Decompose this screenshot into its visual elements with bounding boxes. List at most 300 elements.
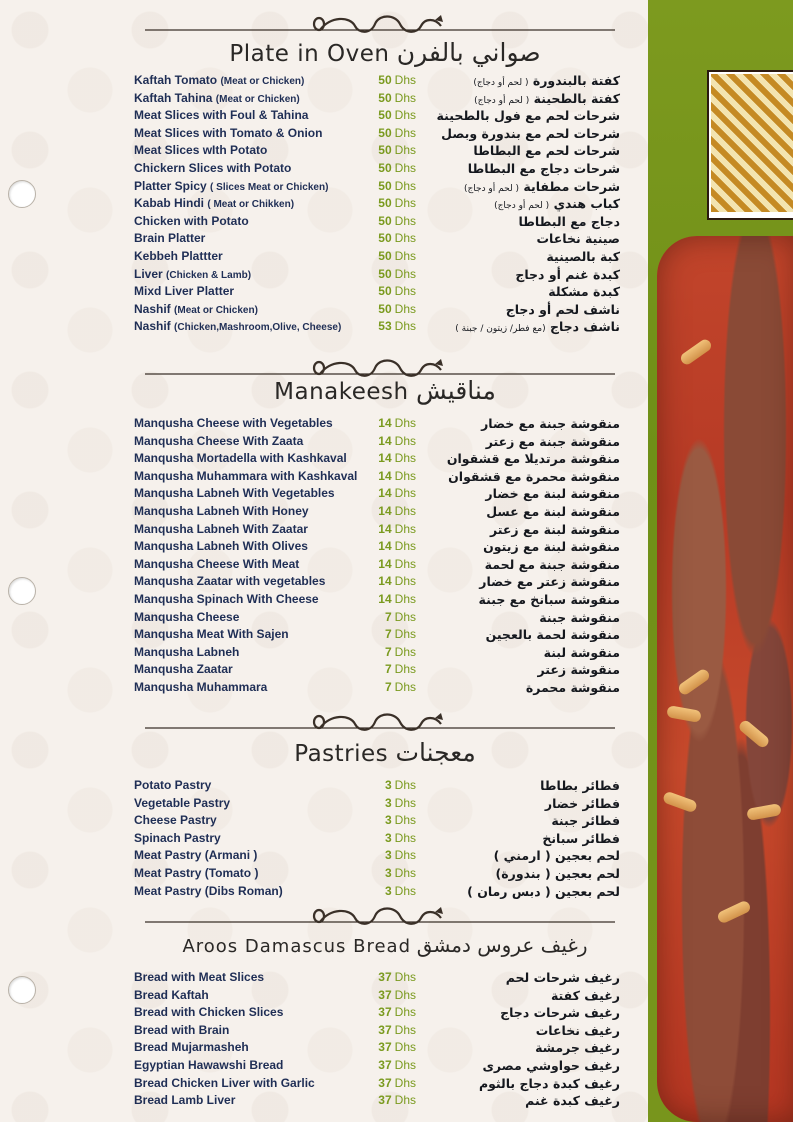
item-name-ar <box>539 609 620 627</box>
item-price <box>372 969 416 987</box>
item-price-unit: Dhs <box>394 627 416 642</box>
item-name-ar-text: ناشف دجاج <box>549 319 620 335</box>
item-name-text: Spinach Pastry <box>134 830 221 845</box>
item-price-value: 50 <box>378 73 392 87</box>
item-name-ar-text: منقوشة لبنة مع عسل <box>486 503 620 519</box>
item-name-text: Bread Lamb Liver <box>134 1093 236 1108</box>
item-price <box>372 1057 416 1075</box>
item-name-ar-text: منقوشة مرتديلا مع قشقوان <box>446 451 620 467</box>
item-note-ar: ( لحم أو دجاج) <box>473 78 529 88</box>
item-price-unit: Dhs <box>394 662 416 677</box>
item-price-value: 50 <box>378 196 392 211</box>
item-price-value: 14 <box>378 416 392 430</box>
item-name-en <box>134 679 267 697</box>
item-price <box>372 1039 416 1057</box>
item-name-ar-text: شرحات لحم مع فول بالطحينة <box>436 108 620 124</box>
item-price-unit: Dhs <box>394 178 416 193</box>
item-name-text: Brain Platter <box>134 231 206 246</box>
item-name-en <box>134 485 335 503</box>
section-title-ar: رغيف عروس دمشق <box>416 933 588 957</box>
item-name-text: Manqusha Cheese With Meat <box>134 556 300 571</box>
item-name-text: Kaftah Tomato <box>134 73 218 87</box>
item-price-value: 37 <box>378 1005 392 1020</box>
item-price-unit: Dhs <box>394 556 416 571</box>
item-name-ar <box>535 1039 620 1057</box>
menu-item-row <box>134 969 624 987</box>
item-name-en <box>134 195 294 214</box>
item-name-text: Manqusha Labneh With Zaatar <box>134 521 308 536</box>
item-name-en <box>134 230 205 248</box>
item-price <box>372 468 416 486</box>
section-title-aroos-damascus-bread <box>140 933 630 957</box>
item-name-ar-text: رغيف شرحات لحم <box>505 970 620 985</box>
item-name-en <box>134 573 325 591</box>
item-name-text: Meat Slices with Foul & Tahina <box>134 108 309 123</box>
item-name-en <box>134 609 239 627</box>
item-name-ar <box>479 591 620 609</box>
item-price-unit: Dhs <box>394 679 416 694</box>
item-price-unit: Dhs <box>394 90 416 105</box>
item-price-value: 50 <box>378 284 392 299</box>
item-price-unit: Dhs <box>394 1075 416 1090</box>
pine-nut <box>716 899 752 924</box>
item-name-text: Platter Spicy <box>134 178 207 193</box>
section-title-plate-in-oven <box>140 38 630 67</box>
item-name-en <box>134 987 209 1005</box>
item-name-ar-text: فطائر جبنة <box>551 813 620 829</box>
item-price <box>372 142 416 160</box>
binder-hole <box>8 577 36 605</box>
item-name-ar <box>500 1004 620 1022</box>
item-name-text: Manqusha Spinach With Cheese <box>134 591 319 606</box>
pine-nut <box>677 667 712 696</box>
item-name-ar <box>515 266 620 284</box>
item-name-ar-text: دجاج مع البطاطا <box>518 213 620 229</box>
item-name-ar-text: منقوشة جبنة <box>539 609 620 625</box>
item-name-ar-text: شرحات لحم مع بندورة وبصل <box>441 125 620 141</box>
item-name-text: Bread Mujarmasheh <box>134 1040 249 1055</box>
item-price-unit: Dhs <box>394 486 416 501</box>
item-price <box>372 1092 416 1110</box>
item-name-ar-text: لحم بعجين ( دبس رمان ) <box>467 883 620 899</box>
item-name-text: Kabab Hindi <box>134 196 205 211</box>
item-price <box>372 433 416 451</box>
item-price-unit: Dhs <box>394 1022 416 1037</box>
item-name-text: Chickern Slices with Potato <box>134 160 292 175</box>
item-name-ar <box>468 160 620 178</box>
item-name-text: Bread Chicken Liver with Garlic <box>134 1075 315 1090</box>
item-name-ar <box>494 847 620 865</box>
item-name-en <box>134 795 230 813</box>
item-name-ar <box>455 318 620 339</box>
menu-item-row <box>134 178 624 196</box>
item-name-text: Manqusha Mortadella with Kashkaval <box>134 451 347 466</box>
item-price-value: 3 <box>384 778 392 792</box>
section-title-ar: صواني بالفرن <box>396 38 541 67</box>
menu-item-row <box>134 591 624 609</box>
item-name-en <box>134 90 300 109</box>
item-price-value: 37 <box>378 1093 392 1108</box>
item-price <box>372 125 416 143</box>
menu-item-row <box>134 450 624 468</box>
item-name-en <box>134 301 258 320</box>
item-name-text: Liver <box>134 266 163 281</box>
item-name-en <box>134 1075 315 1093</box>
item-price-value: 53 <box>378 319 392 334</box>
item-name-ar-text: منقوشة جبنة مع زعتر <box>485 433 620 449</box>
item-name-ar-text: كبدة غنم أو دجاج <box>515 266 620 282</box>
item-name-en <box>134 318 341 337</box>
item-name-ar-text: كفتة بالطحينة <box>533 90 620 106</box>
item-name-text: Meat Slices with Tomato & Onion <box>134 125 323 140</box>
item-name-ar <box>544 644 620 662</box>
menu-item-row <box>134 1092 624 1110</box>
menu-list-manakeesh <box>134 415 624 697</box>
item-price-value: 50 <box>378 248 392 263</box>
item-price-value: 50 <box>378 266 392 281</box>
menu-item-row <box>134 795 624 813</box>
item-name-en <box>134 266 251 285</box>
item-price-value: 14 <box>378 521 392 536</box>
item-price-unit: Dhs <box>394 539 416 554</box>
item-name-text: Meat Pastry (Dibs Roman) <box>134 883 283 898</box>
item-name-ar-text: منقوشة زعتر <box>537 662 620 678</box>
item-name-en <box>134 468 357 486</box>
item-name-en <box>134 777 211 795</box>
item-price-unit: Dhs <box>394 160 416 175</box>
menu-item-row <box>134 318 624 336</box>
item-name-ar <box>479 573 620 591</box>
item-price-unit: Dhs <box>394 416 416 430</box>
section-divider-ornament <box>145 706 615 736</box>
item-name-ar <box>506 969 620 987</box>
item-price <box>372 591 416 609</box>
section-title-en: Plate in Oven <box>229 41 390 67</box>
item-price <box>372 644 416 662</box>
item-price-value: 7 <box>384 644 392 659</box>
menu-list-plate-in-oven <box>134 72 624 336</box>
item-price-unit: Dhs <box>394 778 416 792</box>
item-price-unit: Dhs <box>394 266 416 281</box>
item-name-en <box>134 1092 235 1110</box>
item-price-unit: Dhs <box>394 609 416 624</box>
item-price-unit: Dhs <box>394 1093 416 1108</box>
menu-item-row <box>134 248 624 266</box>
item-price <box>372 503 416 521</box>
menu-item-row <box>134 830 624 848</box>
item-price-value: 50 <box>378 125 392 140</box>
item-name-ar-text: لحم بعجين ( بندورة) <box>495 865 620 881</box>
item-name-text: Manqusha Muhammara <box>134 679 268 694</box>
item-price-value: 50 <box>378 231 392 246</box>
item-price-unit: Dhs <box>394 108 416 123</box>
item-name-text: Meat Pastry (Tomato ) <box>134 865 259 880</box>
menu-item-row <box>134 90 624 108</box>
item-price-value: 50 <box>378 301 392 316</box>
item-price <box>372 609 416 627</box>
item-name-en <box>134 538 308 556</box>
item-price-value: 14 <box>378 503 392 518</box>
item-name-ar <box>441 125 620 143</box>
item-name-text: Mixd Liver Platter <box>134 284 235 299</box>
item-price <box>372 72 416 90</box>
item-name-ar <box>537 661 620 679</box>
item-note-en: (Chicken & Lamb) <box>166 269 252 281</box>
pine-nut <box>737 718 771 749</box>
item-name-ar-text: رغيف جرمشة <box>535 1040 620 1056</box>
menu-item-row <box>134 301 624 319</box>
item-name-ar-text: منقوشة محمرة مع قشقوان <box>448 468 620 484</box>
item-name-text: Egyptian Hawawshi Bread <box>134 1057 284 1072</box>
menu-item-row <box>134 1057 624 1075</box>
item-price <box>372 1004 416 1022</box>
item-price-value: 37 <box>378 1040 392 1055</box>
item-name-text: Meat Pastry (Armani ) <box>134 848 258 863</box>
item-name-ar-text: شرحات دجاج مع البطاطا <box>467 160 620 176</box>
item-name-ar <box>506 301 620 319</box>
item-price <box>372 213 416 231</box>
menu-item-row <box>134 609 624 627</box>
item-note-en: (Chicken,Mashroom,Olive, Cheese) <box>174 322 342 334</box>
menu-item-row <box>134 468 624 486</box>
item-price-value: 3 <box>384 883 392 898</box>
item-price <box>372 160 416 178</box>
item-name-text: Bread with Chicken Slices <box>134 1005 284 1020</box>
menu-item-row <box>134 213 624 231</box>
item-name-text: Chicken with Potato <box>134 213 249 228</box>
item-name-text: Kaftah Tahina <box>134 90 213 105</box>
item-name-ar-text: كباب هندي <box>553 196 620 212</box>
item-note-en: (Meat or Chicken) <box>174 304 258 316</box>
item-price <box>372 830 416 848</box>
item-name-ar <box>467 883 620 901</box>
item-name-en <box>134 830 221 848</box>
item-name-en <box>134 644 239 662</box>
item-name-en <box>134 626 289 644</box>
item-price-unit: Dhs <box>394 1040 416 1055</box>
item-price <box>372 415 416 433</box>
pine-nut <box>679 337 714 366</box>
item-price-unit: Dhs <box>394 73 416 87</box>
item-price <box>372 301 416 319</box>
item-name-en <box>134 72 304 91</box>
item-name-en <box>134 661 233 679</box>
item-price-unit: Dhs <box>394 433 416 448</box>
item-name-ar-text: منقوشة محمرة <box>525 679 620 695</box>
item-price <box>372 556 416 574</box>
item-name-text: Potato Pastry <box>134 778 212 792</box>
item-name-ar-text: شرحات مطفاية <box>523 178 620 194</box>
item-price-value: 3 <box>384 830 392 845</box>
menu-item-row <box>134 266 624 284</box>
item-price-value: 37 <box>378 970 392 984</box>
item-name-text: Manqusha Labneh <box>134 644 240 659</box>
item-price-value: 50 <box>378 143 392 158</box>
item-name-ar <box>485 485 620 503</box>
item-name-ar <box>483 538 620 556</box>
item-name-text: Manqusha Cheese with Vegetables <box>134 416 333 430</box>
menu-item-row <box>134 142 624 160</box>
item-name-ar-text: منقوشة جبنة مع خضار <box>481 416 620 431</box>
item-name-ar <box>448 468 620 486</box>
menu-item-row <box>134 1022 624 1040</box>
item-name-ar-text: رغيف نخاعات <box>535 1022 620 1038</box>
item-price-unit: Dhs <box>394 319 416 334</box>
item-name-ar-text: رغيف كبدة دجاج بالثوم <box>478 1075 620 1091</box>
item-price-value: 50 <box>378 178 392 193</box>
item-name-text: Bread Kaftah <box>134 987 209 1002</box>
item-name-ar-text: فطائر بطاطا <box>540 778 620 793</box>
item-name-ar <box>481 415 620 433</box>
section-title-pastries <box>140 738 630 767</box>
item-name-en <box>134 847 257 865</box>
item-name-ar <box>486 433 620 451</box>
item-note-ar: (مع فطر/ زيتون / جبنة ) <box>455 324 546 335</box>
item-name-ar-text: منقوشة لبنة <box>543 644 620 660</box>
item-name-en <box>134 107 308 125</box>
item-price <box>372 283 416 301</box>
item-name-en <box>134 556 299 574</box>
menu-item-row <box>134 626 624 644</box>
item-price <box>372 318 416 336</box>
item-price-unit: Dhs <box>394 248 416 263</box>
menu-item-row <box>134 556 624 574</box>
item-name-en <box>134 1039 249 1057</box>
item-price-unit: Dhs <box>394 848 416 863</box>
food-photo <box>657 236 793 1122</box>
item-name-en <box>134 125 322 143</box>
item-price-value: 50 <box>378 160 392 175</box>
item-price-unit: Dhs <box>394 213 416 228</box>
item-price-unit: Dhs <box>394 865 416 880</box>
item-price-value: 14 <box>378 539 392 554</box>
item-name-text: Bread with Meat Slices <box>134 970 265 984</box>
item-name-ar <box>473 142 620 160</box>
item-name-en <box>134 1004 283 1022</box>
menu-item-row <box>134 883 624 901</box>
section-title-ar: مناقيش <box>415 376 496 405</box>
item-price-unit: Dhs <box>394 813 416 828</box>
item-name-ar <box>542 830 620 848</box>
item-name-en <box>134 1022 229 1040</box>
item-name-ar-text: ناشف لحم أو دجاج <box>505 301 620 317</box>
item-price <box>372 538 416 556</box>
menu-item-row <box>134 107 624 125</box>
item-name-text: Vegetable Pastry <box>134 795 231 810</box>
item-note-ar: ( لحم أو دجاج) <box>463 183 520 194</box>
item-name-en <box>134 865 258 883</box>
menu-item-row <box>134 812 624 830</box>
item-name-ar <box>551 812 620 830</box>
item-name-ar-text: منقوشة لبنة مع خضار <box>485 486 620 502</box>
item-name-ar-text: منقوشة سبانخ مع جبنة <box>478 591 620 607</box>
item-note-en: (Meat or Chicken) <box>215 93 300 105</box>
item-name-text: Manqusha Cheese With Zaata <box>134 433 304 448</box>
item-price <box>372 178 416 196</box>
item-name-en <box>134 160 291 178</box>
section-title-en: Pastries <box>294 741 389 767</box>
item-name-ar <box>486 626 620 644</box>
item-price-value: 14 <box>378 591 392 606</box>
item-price <box>372 812 416 830</box>
item-price <box>372 883 416 901</box>
item-price-value: 3 <box>384 848 392 863</box>
item-price-unit: Dhs <box>394 883 416 898</box>
item-name-ar-text: منقوشة زعتر مع خضار <box>479 574 620 590</box>
item-name-ar <box>546 248 620 266</box>
item-price-value: 14 <box>378 451 392 466</box>
item-name-en <box>134 213 249 231</box>
item-price-value: 37 <box>378 1075 392 1090</box>
menu-item-row <box>134 433 624 451</box>
item-name-text: Manqusha Zaatar <box>134 662 233 677</box>
menu-item-row <box>134 1039 624 1057</box>
item-name-en <box>134 812 217 830</box>
item-name-text: Manqusha Labneh With Olives <box>134 539 308 554</box>
item-price <box>372 679 416 697</box>
menu-item-row <box>134 661 624 679</box>
item-name-en <box>134 1057 283 1075</box>
item-price-unit: Dhs <box>394 451 416 466</box>
item-price-value: 3 <box>384 865 392 880</box>
menu-item-row <box>134 485 624 503</box>
item-price-unit: Dhs <box>394 830 416 845</box>
menu-item-row <box>134 987 624 1005</box>
item-name-ar-text: فطائر خضار <box>544 795 620 811</box>
menu-item-row <box>134 521 624 539</box>
menu-item-row <box>134 865 624 883</box>
item-name-ar <box>485 556 620 574</box>
item-name-ar-text: رغيف حواوشي مصرى <box>482 1057 620 1073</box>
item-price-value: 37 <box>378 1057 392 1072</box>
item-name-ar <box>496 865 620 883</box>
item-price-unit: Dhs <box>394 468 416 483</box>
item-price-value: 7 <box>384 609 392 624</box>
section-title-ar: معجنات <box>395 738 476 767</box>
item-price-unit: Dhs <box>394 196 416 211</box>
pine-nut <box>746 803 782 821</box>
item-price-unit: Dhs <box>394 503 416 518</box>
item-name-ar <box>536 1022 620 1040</box>
item-price-value: 37 <box>378 1022 392 1037</box>
item-price <box>372 626 416 644</box>
item-name-text: Manqusha Labneh With Vegetables <box>134 486 335 501</box>
item-name-ar-text: رغيف شرحات دجاج <box>500 1005 620 1021</box>
item-price-unit: Dhs <box>394 1005 416 1020</box>
item-price-unit: Dhs <box>394 1057 416 1072</box>
item-name-ar <box>525 1092 620 1110</box>
item-price-unit: Dhs <box>394 231 416 246</box>
menu-item-row <box>134 230 624 248</box>
item-price <box>372 1075 416 1093</box>
item-name-text: Manqusha Labneh With Honey <box>134 503 309 518</box>
menu-item-row <box>134 847 624 865</box>
item-price-unit: Dhs <box>394 521 416 536</box>
item-price <box>372 248 416 266</box>
item-price-unit: Dhs <box>394 644 416 659</box>
item-name-ar <box>536 230 620 248</box>
item-price <box>372 987 416 1005</box>
logo-calligraphy <box>700 38 793 218</box>
item-price-unit: Dhs <box>394 574 416 589</box>
pine-nut <box>666 705 702 723</box>
item-price-unit: Dhs <box>394 591 416 606</box>
item-name-ar-text: كبة بالصينية <box>546 248 620 264</box>
item-name-en <box>134 591 319 609</box>
item-name-text: Manqusha Zaatar with vegetables <box>134 574 326 589</box>
item-name-ar-text: لحم بعجين ( ارمني ) <box>493 848 620 864</box>
item-price-value: 14 <box>378 486 392 501</box>
